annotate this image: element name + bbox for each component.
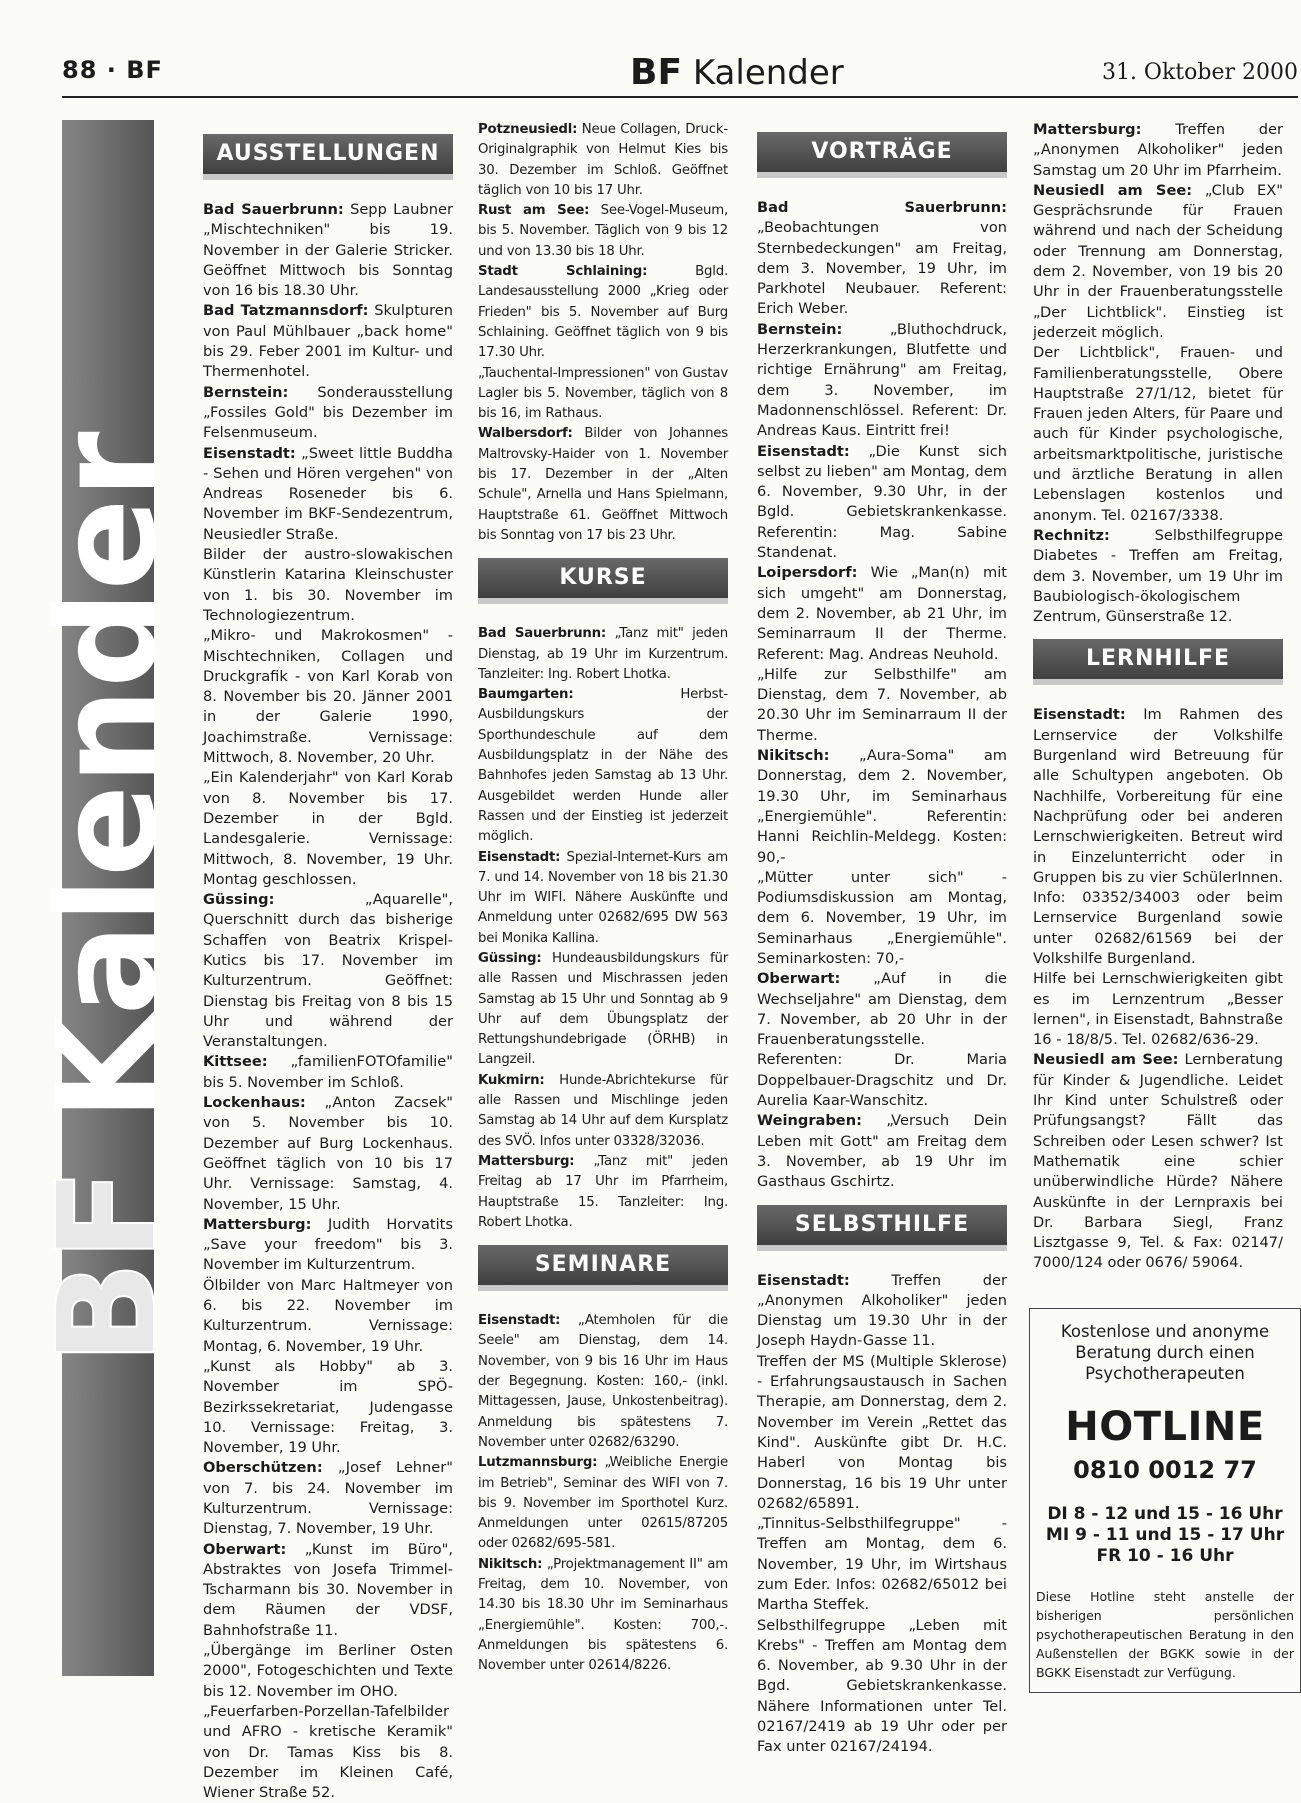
event-place: Baumgarten: xyxy=(478,687,574,703)
event-entry xyxy=(203,1276,453,1357)
event-place: Güssing: xyxy=(478,950,542,966)
hotline-number: 0810 0012 77 xyxy=(1073,1455,1257,1484)
event-place: Güssing: xyxy=(203,891,275,909)
event-text: „Mütter unter sich" - Podiumsdiskussion am Montag, dem 6. November, 19 Uhr, im Seminarhaus „Energiemühle". Seminarkosten: 70,- xyxy=(757,868,1007,967)
column-1 xyxy=(203,120,453,1803)
hotline-note: Diese Hotline steht anstelle der bisherigen persönlichen psychotherapeutischen Beratung in den Außenstellen der BGKK sowie in der BGKK Eisenstadt zur Verfügung. xyxy=(1036,1588,1294,1680)
event-text: „Atemholen für die Seele" am Dienstag, dem 14. November, von 9 bis 16 Uhr im Haus der Begegnung. Kosten: 160,- (inkl. Mittagessen, Jause, Unkostenbeitrag). Anmeldung bis spätestens 7. November unter 02682/63290. xyxy=(478,1313,728,1450)
event-place: Neusiedl am See: xyxy=(1033,1051,1179,1069)
event-entry xyxy=(203,200,453,301)
side-band-text xyxy=(29,431,187,1365)
event-entry xyxy=(757,563,1007,664)
event-text: Bgld. Landesausstellung 2000 „Krieg oder Frieden" bis 5. November auf Burg Schlaining. Geöffnet täglich von 9 bis 17.30 Uhr. xyxy=(478,264,728,361)
event-entry xyxy=(757,969,1007,1111)
event-text: Selbsthilfegruppe Diabetes - Treffen am Freitag, dem 3. November, um 19 Uhr im Baubiologisch-ökologischem Zentrum, Günserstraße 12. xyxy=(1033,526,1283,626)
event-place: Lockenhaus: xyxy=(203,1094,306,1112)
hotline-hours-3: FR 10 - 16 Uhr xyxy=(1096,1545,1234,1566)
event-place: Oberschützen: xyxy=(203,1459,323,1477)
event-entry xyxy=(757,1111,1007,1192)
event-text: „Aura-Soma" am Donnerstag, dem 2. November, 19.30 Uhr, im Seminarhaus „Energiemühle". Referentin: Hanni Reichlin-Meldegg. Kosten: 90,- xyxy=(757,747,1007,866)
event-entry xyxy=(203,444,453,545)
event-text: Sepp Laubner „Mischtechniken" bis 19. November in der Galerie Stricker. Geöffnet Mittwoch bis Sonntag von 16 bis 18.30 Uhr. xyxy=(203,201,453,300)
event-entry xyxy=(478,949,728,1071)
event-entry xyxy=(757,1514,1007,1615)
event-place: Mattersburg: xyxy=(478,1153,575,1169)
event-text: Judith Horvatits „Save your freedom" bis 3. November im Kulturzentrum. xyxy=(203,1215,453,1274)
event-text: Lernberatung für Kinder & Jugendliche. Leidet Ihr Kind unter Schulstreß oder Prüfungsangst? Fällt das Schreiben oder Lesen schwer? Ist Mathematik eine schier unüberwindliche Hürde? Nähere Auskünfte in der Lernpraxis bei Dr. Barbara Siegl, Franz Lisztgasse 9, Tel. & Fax: 02147/ 7000/124 oder 0676/ 59064. xyxy=(1033,1051,1283,1272)
page-title xyxy=(630,52,844,93)
event-place: Oberwart: xyxy=(757,970,841,988)
event-entry xyxy=(478,624,728,685)
event-entry xyxy=(1033,526,1283,627)
event-place: Eisenstadt: xyxy=(478,849,561,865)
event-text: „Ein Kalenderjahr" von Karl Korab von 8. November bis 17. Dezember in der Bgld. Landesgalerie. Vernissage: Mittwoch, 8. November, 19 Uhr. Montag geschlossen. xyxy=(203,769,453,888)
event-place: Loipersdorf: xyxy=(757,564,858,582)
event-place: Eisenstadt: xyxy=(1033,706,1126,724)
hotline-hours-2: MI 9 - 11 und 15 - 17 Uhr xyxy=(1045,1524,1285,1545)
event-place: Oberwart: xyxy=(203,1540,287,1558)
section-heading: SELBSTHILFE xyxy=(757,1205,1007,1251)
event-text: „Übergänge im Berliner Osten 2000", Fotogeschichten und Texte bis 12. November im OHO. xyxy=(203,1642,453,1700)
hotline-ad xyxy=(1029,1308,1301,1693)
event-entry xyxy=(478,424,728,546)
event-place: Eisenstadt: xyxy=(757,1271,850,1289)
event-entry xyxy=(203,301,453,382)
event-entry xyxy=(203,1215,453,1276)
event-text: „Sweet little Buddha - Sehen und Hören vergehen" von Andreas Roseneder bis 6. November im BKF-Sendezentrum, Neusiedler Straße. xyxy=(203,444,453,543)
event-entry xyxy=(203,545,453,626)
event-text: Der Lichtblick", Frauen- und Familienberatungsstelle, Obere Hauptstraße 27/1/12, bietet für Frauen jeden Alters, für Paare und auch für Kinder psychologische, arbeitsmarktpolitische, juristische und ärztliche Beratung in allen Lebenslagen kostenlos und anonym. Tel. 02167/3338. xyxy=(1033,344,1283,524)
event-text: „Tanz mit" jeden Dienstag, ab 19 Uhr im Kurzentrum. Tanzleiter: Ing. Robert Lhotka. xyxy=(478,626,729,682)
event-entry xyxy=(203,1357,453,1458)
event-text: „Mikro- und Makrokosmen" - Mischtechniken, Collagen und Druckgrafik - von Karl Korab von 8. November bis 20. Jänner 2001 in der Galerie 1990, Joachimstraße. Vernissage: Mittwoch, 8. November, 20 Uhr. xyxy=(203,627,453,767)
event-place: Mattersburg: xyxy=(1033,121,1142,138)
event-text: „Beobachtungen von Sternbedeckungen" am Freitag, dem 3. November, 19 Uhr, im Parkhotel Neubauer. Referent: Erich Weber. xyxy=(757,219,1007,318)
event-entry xyxy=(1033,120,1283,181)
event-text: Herbst-Ausbildungskurs der Sporthundeschule auf dem Ausbildungsplatz in der Nähe des Bahnhofes jeden Samstag ab 13 Uhr. Ausgebildet werden Hunde aller Rassen und der Einstieg ist jederzeit möglich. xyxy=(478,687,728,845)
event-place: Bernstein: xyxy=(757,320,843,338)
event-entry xyxy=(1033,343,1283,526)
event-text: „Die Kunst sich selbst zu lieben" am Montag, dem 6. November, 9.30 Uhr, in der Bgld. Gebietskrankenkasse. Referentin: Mag. Sabine Standenat. xyxy=(757,442,1008,562)
event-entry xyxy=(203,1540,453,1641)
event-text: „Kunst im Büro", Abstraktes von Josefa Trimmel-Tscharmann bis 30. November in dem Räumen der VDSF, Bahnhofstraße 11. xyxy=(203,1540,453,1639)
event-text: Hilfe bei Lernschwierigkeiten gibt es im Lernzentrum „Besser lernen", in Eisenstadt, Bahnstraße 16 - 18/8/5. Tel. 02682/636-29. xyxy=(1033,970,1283,1049)
event-place: Nikitsch: xyxy=(478,1556,543,1572)
side-band-logo: BF xyxy=(29,1168,187,1365)
event-entry xyxy=(478,262,728,363)
event-text: Hunde-Abrichtekurse für alle Rassen und Mischlinge jeden Samstag ab 14 Uhr auf dem Kursplatz des SVÖ. Infos unter 03328/32036. xyxy=(478,1072,729,1149)
event-entry xyxy=(478,201,728,262)
event-entry xyxy=(478,120,728,201)
event-entry xyxy=(478,364,728,425)
event-entry xyxy=(478,1071,728,1152)
event-entry xyxy=(1033,181,1283,343)
hotline-hours-1: DI 8 - 12 und 15 - 16 Uhr xyxy=(1047,1503,1283,1524)
event-entry xyxy=(203,626,453,768)
event-text: Neue Collagen, Druck- Originalgraphik von Helmut Kies bis 30. Dezember im Schloß. Geöffnet täglich von 10 bis 17 Uhr. xyxy=(478,122,728,198)
event-entry xyxy=(203,1458,453,1539)
event-text: „Auf in die Wechseljahre" am Dienstag, dem 7. November, ab 20 Uhr in der Frauenberatungsstelle. Referenten: Dr. Maria Doppelbauer-Dragschitz und Dr. Aurelia Kaar-Wanschitz. xyxy=(757,970,1007,1110)
event-place: Eisenstadt: xyxy=(203,444,296,462)
event-text: „Aquarelle", Querschnitt durch das bisherige Schaffen von Beatrix Krispel-Kutics bis 17. November im Kulturzentrum. Geöffnet: Dienstag bis Freitag von 8 bis 15 Uhr und während der Veranstaltungen. xyxy=(203,891,453,1051)
event-place: Lutzmannsburg: xyxy=(478,1455,598,1471)
column-2 xyxy=(478,120,728,1676)
event-entry xyxy=(757,442,1007,564)
event-place: Kittsee: xyxy=(203,1053,268,1071)
event-entry xyxy=(1033,969,1283,1050)
event-text: Bilder von Johannes Maltrovsky-Haider von 1. November bis 17. Dezember in der „Alten Schule", Arnella und Hans Spielmann, Hauptstraße 61. Geöffnet Mittwoch bis Sonntag von 17 bis 23 Uhr. xyxy=(478,426,729,543)
event-text: Spezial-Internet-Kurs am 7. und 14. November von 18 bis 21.30 Uhr im WIFI. Nähere Auskünfte und Anmeldung unter 02682/695 DW 563 bei Monika Kallina. xyxy=(478,849,728,946)
event-entry xyxy=(478,1311,728,1453)
event-place: Bad Sauerbrunn: xyxy=(203,201,344,218)
event-entry xyxy=(1033,1050,1283,1273)
event-text: Im Rahmen des Lernservice der Volkshilfe Burgenland wird Betreuung für alle Schultypen angeboten. Ob Nachhilfe, Vorbereitung für eine Nachprüfung oder bei anderen Lernschwierigkeiten. Betreut wird in Einzelunterricht oder in Gruppen bis zu vier SchülerInnen. Info: 03352/34003 oder beim Lernservice Burgenland sowie unter 02682/61569 bei der Volkshilfe Burgenland. xyxy=(1033,706,1283,967)
event-place: Bad Tatzmannsdorf: xyxy=(203,302,369,320)
event-entry xyxy=(203,1641,453,1702)
section-heading: KURSE xyxy=(478,558,728,604)
event-text: Treffen der „Anonymen Alkoholiker" jeden Samstag um 20 Uhr im Pfarrheim. xyxy=(1033,121,1283,179)
side-band xyxy=(29,120,187,1676)
event-text: „Tauchental-Impressionen" von Gustav Lagler bis 5. November, täglich von 8 bis 16, im Rathaus. xyxy=(478,365,728,422)
event-text: „Tinnitus-Selbsthilfegruppe" - Treffen am Montag, dem 6. November, 19 Uhr, im Wirtshaus zum Eder. Infos: 02682/65012 bei Martha Steffek. xyxy=(757,1515,1007,1614)
page-header xyxy=(62,52,1298,96)
event-entry xyxy=(757,665,1007,746)
event-entry xyxy=(478,1152,728,1233)
side-band-word: Kalender xyxy=(29,431,187,1121)
event-place: Bad Sauerbrunn: xyxy=(757,199,1007,216)
event-entry xyxy=(757,198,1007,320)
event-text: „Feuerfarben-Porzellan-Tafelbilder und AFRO - kretische Keramik" von Dr. Tamas Kiss bis 8. Dezember im Kleinen Café, Wiener Straße 52. xyxy=(203,1702,453,1802)
event-entry xyxy=(203,383,453,444)
event-entry xyxy=(203,1093,453,1215)
event-entry xyxy=(757,320,1007,442)
event-place: Weingraben: xyxy=(757,1112,862,1130)
section-heading: AUSSTELLUNGEN xyxy=(203,134,453,180)
event-text: Hundeausbildungskurs für alle Rassen und Mischrassen jeden Samstag ab 15 Uhr und Sonntag ab 9 Uhr auf dem Übungsplatz der Rettungshundebrigade (ÖRHB) in Langzeil. xyxy=(478,950,728,1068)
title-logo: BF xyxy=(630,52,683,93)
event-text: „Club EX" Gesprächsrunde für Frauen während und nach der Scheidung oder Trennung am Donnerstag, dem 2. November, von 19 bis 20 Uhr in der Frauenberatungsstelle „Der Lichtblick". Einstieg ist jederzeit möglich. xyxy=(1033,181,1283,341)
column-3 xyxy=(757,120,1007,1758)
event-place: Eisenstadt: xyxy=(478,1313,561,1329)
section-heading: SEMINARE xyxy=(478,1245,728,1291)
event-entry xyxy=(757,1352,1007,1514)
event-place: Mattersburg: xyxy=(203,1215,312,1233)
event-place: Rechnitz: xyxy=(1033,526,1110,544)
event-text: Treffen der „Anonymen Alkoholiker" jeden Dienstag um 19.30 Uhr in der Joseph Haydn-Gasse 11. xyxy=(757,1271,1008,1350)
event-place: Potzneusiedl: xyxy=(478,122,578,137)
event-text: See-Vogel-Museum, bis 5. November. Täglich von 9 bis 12 und von 13.30 bis 18 Uhr. xyxy=(478,203,729,259)
event-entry xyxy=(757,1616,1007,1758)
event-text: „Anton Zacsek" von 5. November bis 10. Dezember auf Burg Lockenhaus. Geöffnet täglich von 10 bis 17 Uhr. Vernissage: Samstag, 4. November, 15 Uhr. xyxy=(203,1094,453,1213)
event-text: „Tanz mit" jeden Freitag ab 17 Uhr im Pfarrheim, Hauptstraße 15. Tanzleiter: Ing. Robert Lhotka. xyxy=(478,1153,729,1230)
column-4 xyxy=(1033,120,1294,1693)
event-entry xyxy=(1033,705,1283,969)
event-text: „familienFOTOfamilie" bis 5. November im Schloß. xyxy=(203,1053,453,1091)
event-place: Eisenstadt: xyxy=(757,442,850,460)
event-text: Wie „Man(n) mit sich umgeht" am Donnerstag, dem 2. November, ab 21 Uhr, im Seminarraum II der Therme. Referent: Mag. Andreas Neuhold. xyxy=(757,564,1007,663)
event-place: Rust am See: xyxy=(478,203,590,219)
hotline-intro: Kostenlose und anonyme Beratung durch einen Psychotherapeuten xyxy=(1060,1321,1270,1383)
event-text: Bilder der austro-slowakischen Künstlerin Katarina Kleinschuster von 1. bis 30. November im Technologiezentrum. xyxy=(203,546,453,624)
event-entry xyxy=(203,890,453,1052)
event-text: „Kunst als Hobby" ab 3. November im SPÖ-Bezirkssekretariat, Judengasse 10. Vernissage: Freitag, 3. November, 19 Uhr. xyxy=(203,1357,453,1457)
event-text: Treffen der MS (Multiple Sklerose) - Erfahrungsaustausch in Sachen Therapie, am Donnerstag, dem 2. November im Verein „Rettet das Kind". Auskünfte gibt Dr. H.C. Haberl von Montag bis Donnerstag, 16 bis 19 Uhr unter 02682/65891. xyxy=(757,1352,1007,1512)
event-text: „Hilfe zur Selbsthilfe" am Dienstag, dem 7. November, ab 20.30 Uhr im Seminarraum II der Therme. xyxy=(757,665,1007,744)
event-text: „Versuch Dein Leben mit Gott" am Freitag dem 3. November, ab 19 Uhr im Gasthaus Gschirtz. xyxy=(757,1112,1008,1191)
event-entry xyxy=(757,1271,1007,1352)
event-text: Ölbilder von Marc Haltmeyer von 6. bis 22. November im Kulturzentrum. Vernissage: Montag, 6. November, 19 Uhr. xyxy=(203,1276,453,1355)
event-text: „Josef Lehner" von 7. bis 24. November im Kulturzentrum. Vernissage: Dienstag, 7. November, 19 Uhr. xyxy=(203,1459,453,1538)
event-place: Walbersdorf: xyxy=(478,426,573,442)
event-text: „Weibliche Energie im Betrieb", Seminar des WIFI von 7. bis 9. November im Sporthotel Kurz. Anmeldungen unter 02615/87205 oder 02682/695-581. xyxy=(478,1455,728,1552)
section-heading: LERNHILFE xyxy=(1033,639,1283,685)
event-entry xyxy=(203,1702,453,1803)
event-entry xyxy=(478,1555,728,1677)
event-text: „Bluthochdruck, Herzerkrankungen, Blutfette und richtige Ernährung" am Freitag, dem 3. November, im Madonnenschlössel. Referent: Dr. Andreas Kaus. Eintritt frei! xyxy=(757,320,1007,440)
section-heading: VORTRÄGE xyxy=(757,132,1007,178)
hotline-headline: HOTLINE xyxy=(1065,1403,1265,1450)
event-entry xyxy=(757,868,1007,969)
event-text: Skulpturen von Paul Mühlbauer „back home" bis 29. Feber 2001 im Kultur- und Thermenhotel. xyxy=(203,302,453,381)
event-place: Stadt Schlaining: xyxy=(478,264,648,280)
event-entry xyxy=(203,1052,453,1093)
event-place: Neusiedl am See: xyxy=(1033,181,1193,199)
title-text: Kalender xyxy=(692,53,844,93)
event-entry xyxy=(478,1453,728,1554)
event-text: Selbsthilfegruppe „Leben mit Krebs" - Treffen am Montag dem 6. November, ab 9.30 Uhr in der Bgd. Gebietskrankenkasse. Nähere Informationen unter Tel. 02167/2419 ab 19 Uhr oder per Fax unter 02167/24194. xyxy=(757,1616,1007,1756)
event-entry xyxy=(757,746,1007,868)
event-entry xyxy=(478,685,728,847)
event-place: Kukmirn: xyxy=(478,1072,545,1088)
event-text: „Projektmanagement II" am Freitag, dem 10. November, von 14.30 bis 18.30 Uhr im Seminarhaus „Energiemühle". Kosten: 700,-. Anmeldungen bis spätestens 6. November unter 02614/8226. xyxy=(478,1556,729,1674)
event-entry xyxy=(203,768,453,890)
issue-date: 31. Oktober 2000 xyxy=(1101,60,1298,85)
event-entry xyxy=(478,848,728,949)
page-number: 88 · BF xyxy=(62,56,163,84)
event-place: Bad Sauerbrunn: xyxy=(478,626,607,642)
header-rule xyxy=(62,96,1298,98)
event-text: Sonderausstellung „Fossiles Gold" bis Dezember im Felsenmuseum. xyxy=(203,383,453,442)
event-place: Nikitsch: xyxy=(757,747,830,765)
event-place: Bernstein: xyxy=(203,383,289,401)
